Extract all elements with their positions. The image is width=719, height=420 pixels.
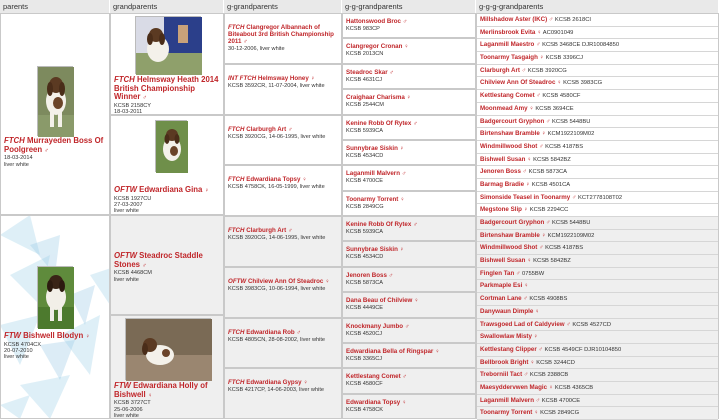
sex-symbol: ♂ [521, 67, 527, 74]
sex-symbol: ♂ [545, 118, 551, 125]
g-grandparent-name[interactable]: INT FTCH Helmsway Honey ♀ [228, 74, 316, 82]
sex-symbol: ♀ [525, 181, 531, 188]
parent-sire-name[interactable]: FTCH Murrayeden Boss Of Poolgreen ♂ [4, 136, 104, 154]
parent-dam-date: 20-07-2010 [4, 348, 33, 354]
gg-grandparent-cell[interactable] [342, 216, 476, 241]
gg-grandparent-cell[interactable] [342, 292, 476, 317]
ggg-grandparent-name[interactable]: Danywaun Dimple [480, 307, 534, 315]
sex-symbol: ♂ [538, 143, 544, 150]
sex-symbol: ♀ [548, 384, 554, 391]
ggg-grandparent-name[interactable]: Birtenshaw Bramble [480, 130, 540, 138]
g-grandparent-details: 30-12-2006, liver white [228, 46, 285, 52]
sex-symbol: ♂ [538, 346, 543, 353]
sex-symbol: ♂ [535, 397, 541, 404]
gg-grandparent-name[interactable]: Toonarmy Torrent ♀ [346, 195, 405, 203]
ggg-grandparent-reg: KCSB 2388CB [529, 372, 569, 379]
ggg-grandparent-name[interactable]: Bellbrook Bright [480, 358, 529, 366]
ggg-grandparent-name[interactable]: Cortman Lane [480, 295, 522, 303]
ggg-grandparent-row[interactable] [477, 217, 718, 230]
sex-symbol: ♀ [541, 232, 546, 239]
gg-grandparent-name[interactable]: Craighaar Charisma ♀ [346, 94, 412, 102]
grandparent-cell[interactable] [110, 215, 224, 315]
sex-symbol: ♀ [541, 131, 546, 138]
ggg-grandparent-row[interactable] [477, 14, 718, 27]
ggg-grandparent-row[interactable] [477, 116, 718, 129]
ggg-grandparent-reg: KCSB 5448BU [552, 220, 591, 226]
ggg-grandparent-row[interactable] [477, 306, 718, 319]
ggg-grandparent-reg: KCSB 2618CI [554, 17, 591, 23]
ggg-grandparent-row[interactable] [477, 128, 718, 141]
ggg-grandparent-reg: KCSB 3983CG [563, 80, 603, 87]
grandparent-reg: KCSB 3727CT [114, 400, 151, 407]
ggg-grandparent-reg: 0755BW [522, 270, 545, 277]
sex-symbol: ♂ [536, 93, 541, 100]
ggg-grandparent-name[interactable]: Birtenshaw Bramble [480, 231, 540, 239]
grandparent-date: 25-06-2006 [114, 406, 143, 413]
g-grandparent-name[interactable]: FTCH Clarburgh Art ♂ [228, 125, 293, 133]
g-grandparent-details: KCSB 3920CG, 14-06-1995, liver white [228, 235, 326, 241]
ggg-grandparent-row[interactable] [477, 179, 718, 192]
sex-symbol: ♂ [566, 321, 571, 328]
ggg-grandparent-row[interactable] [477, 52, 718, 65]
grandparent-date: 27-03-2007 [114, 202, 143, 208]
ggg-grandparent-name[interactable]: Millshadow Aster (IKC) [480, 16, 548, 23]
g-grandparent-name[interactable]: FTCH Edwardiana Gypsy ♀ [228, 379, 308, 387]
ggg-grandparent-reg: KCSB 4187BS [545, 245, 584, 252]
ggg-grandparent-name[interactable]: Simonside Teasel in Toonarmy [480, 193, 571, 201]
grandparent-cell[interactable] [110, 315, 224, 419]
header-grandparents: grandparents [110, 0, 224, 13]
ggg-grandparent-name[interactable]: Trawsgoed Lad of Caldyview [480, 320, 565, 328]
g-grandparent-cell[interactable] [224, 368, 342, 419]
sex-symbol: ♂ [523, 372, 529, 379]
sex-symbol: ♀ [534, 308, 540, 315]
ggg-grandparent-reg: KCSB 3920CG [527, 67, 567, 74]
g-grandparent-details: KCSB 3983CG, 10-06-1994, liver white [228, 285, 326, 292]
ggg-grandparent-row[interactable] [477, 293, 718, 306]
g-grandparent-details: KCSB 4805CN, 28-08-2002, liver white [228, 336, 326, 343]
ggg-grandparent-row[interactable] [477, 103, 718, 116]
g-grandparent-cell[interactable] [224, 165, 342, 216]
grandparent-color: liver white [114, 413, 139, 419]
ggg-grandparent-reg: KCSB 2849CG [540, 410, 580, 417]
gg-grandparent-reg: KCSB 5939CA [346, 127, 384, 134]
g-grandparent-details: KCSB 4758CK, 16-05-1999, liver white [228, 184, 325, 191]
g-grandparent-details: KCSB 3592CR, 11-07-2004, liver white [228, 82, 325, 89]
ggg-grandparent-reg: KCSB 4187BS [545, 143, 584, 150]
ggg-grandparent-name[interactable]: Swallowlaw Misty [480, 333, 532, 341]
sex-symbol: ♂ [571, 194, 577, 201]
grandparent-reg: KCSB 1927CU [114, 195, 152, 202]
header-g-grandparents: g-grandparents [224, 0, 342, 13]
ggg-grandparent-reg: AC0901049 [542, 29, 574, 36]
g-grandparent-cell[interactable] [224, 115, 342, 166]
grandparent-date: 18-03-2011 [114, 109, 143, 116]
gg-grandparent-reg: KCSB 4580CF [346, 381, 383, 388]
gg-grandparent-cell[interactable] [342, 13, 476, 38]
ggg-grandparent-row[interactable] [477, 166, 718, 179]
gg-grandparent-reg: KCSB 5939CA [346, 229, 384, 235]
g-grandparent-details: KCSB 3920CG, 14-06-1995, liver white [228, 133, 326, 140]
ggg-grandparent-row[interactable] [477, 331, 718, 344]
ggg-grandparent-name[interactable]: Bishwell Susan [480, 257, 526, 265]
sex-symbol: ♀ [527, 156, 532, 163]
header-parents: parents [0, 0, 110, 13]
gg-grandparent-cell[interactable] [342, 165, 476, 190]
gg-grandparent-name[interactable]: Sunnybrae Siskin ♀ [346, 144, 405, 152]
gg-grandparent-cell[interactable] [342, 115, 476, 140]
ggg-grandparent-name[interactable]: Toonarmy Tasgaigh [480, 54, 538, 62]
ggg-grandparent-reg: KCSB 4365CB [554, 384, 594, 391]
ggg-grandparent-reg: KCT2778108T02 [577, 194, 623, 201]
ggg-grandparent-reg: KCSB 3396CJ [545, 55, 584, 62]
springer-spaniel-photo [37, 266, 73, 328]
sex-symbol: ♀ [534, 410, 539, 417]
grandparent-reg: KCSB 2158CY [114, 102, 152, 109]
gg-grandparent-name[interactable]: Sunnybrae Siskin ♀ [346, 246, 405, 254]
gg-grandparent-cell[interactable] [342, 191, 476, 216]
gg-grandparent-cell[interactable] [342, 38, 476, 63]
gg-grandparent-cell[interactable] [342, 368, 476, 393]
g-grandparent-cell[interactable] [224, 64, 342, 115]
ggg-grandparent-row[interactable] [477, 344, 718, 357]
ggg-grandparent-row[interactable] [477, 382, 718, 395]
grandparent-cell[interactable] [110, 13, 224, 115]
g-grandparent-name[interactable]: FTCH Clangregor Albannach of Biteabout 3rd British Championship 2011 ♂ [228, 24, 334, 45]
parent-sire-date: 18-03-2014 [4, 155, 33, 162]
ggg-grandparent-name[interactable]: Megstone Slip [480, 206, 522, 214]
ggg-grandparent-reg: KCSB 2294CC [529, 207, 569, 214]
sex-symbol: ♂ [545, 220, 551, 226]
ggg-grandparent-name[interactable]: Parkmaple Esi [480, 282, 523, 290]
gg-grandparent-reg: KCSB 2013CN [346, 51, 384, 58]
ggg-grandparent-row[interactable] [477, 255, 718, 268]
gg-grandparent-cell[interactable] [342, 267, 476, 292]
ggg-grandparent-reg: KCSB 5842BZ [533, 258, 571, 265]
sex-symbol: ♀ [529, 105, 534, 112]
ggg-grandparent-name[interactable]: Merlinsbrook Evita [480, 28, 536, 36]
ggg-grandparent-name[interactable]: Chilview Ann Of Steadroc [480, 79, 556, 87]
ggg-grandparent-name[interactable]: Barmag Bradie [480, 180, 525, 188]
g-grandparent-cell[interactable] [224, 216, 342, 267]
ggg-grandparent-row[interactable] [477, 204, 718, 217]
ggg-grandparent-reg: KCSB 3468CE DJR10084850 [542, 42, 620, 49]
ggg-grandparent-row[interactable] [477, 242, 718, 255]
sex-symbol: ♂ [522, 169, 528, 176]
sex-symbol: ♂ [535, 42, 541, 49]
ggg-grandparent-name[interactable]: Kettlestang Clipper [480, 345, 537, 353]
ggg-grandparent-name[interactable]: Windmillwood Shot [480, 244, 538, 252]
ggg-grandparent-row[interactable] [477, 280, 718, 293]
parent-dam-name[interactable]: FTW Bishwell Blodyn ♀ [4, 331, 90, 340]
ggg-grandparent-row[interactable] [477, 319, 718, 332]
gg-grandparent-name[interactable]: Jenoren Boss ♂ [346, 271, 394, 279]
gg-grandparent-name[interactable]: Dana Beau of Chilview ♀ [346, 297, 419, 305]
sex-symbol: ♀ [523, 283, 529, 290]
grandparent-name[interactable]: FTCH Helmsway Heath 2014 British Championship Winner ♂ [114, 75, 219, 102]
g-grandparent-name[interactable]: OFTW Chilview Ann Of Steadroc ♀ [228, 277, 330, 285]
gg-grandparent-reg: KCSB 3365CJ [346, 355, 383, 362]
sex-symbol: ♀ [533, 334, 539, 341]
ggg-grandparent-name[interactable]: Maesyddervwen Magic [480, 383, 548, 391]
g-grandparent-name[interactable]: FTCH Edwardiana Topsy ♀ [228, 176, 307, 184]
gg-grandparent-reg: KCSB 4520CJ [346, 330, 383, 337]
springer-spaniel-photo [125, 318, 211, 380]
sex-symbol: ♀ [527, 258, 532, 265]
gg-grandparent-reg: KCSB 5873CA [346, 279, 384, 286]
parent-dam-cell[interactable] [0, 215, 110, 419]
ggg-grandparent-name[interactable]: Laganmill Maestro [480, 41, 535, 49]
grandparent-name[interactable]: FTW Edwardiana Holly of Bishwell ♀ [114, 381, 208, 399]
gg-grandparent-reg: KCSB 4758CK [346, 406, 384, 413]
header-ggg-grandparents: g-g-g-grandparents [476, 0, 719, 13]
ggg-grandparent-row[interactable] [477, 369, 718, 382]
gg-grandparent-name[interactable]: Kettlestang Comet ♂ [346, 373, 407, 381]
ggg-grandparent-row[interactable] [477, 268, 718, 281]
gg-grandparent-reg: KCSB 2849CG [346, 203, 384, 210]
gg-grandparent-name[interactable]: Laganmill Malvern ♂ [346, 170, 407, 178]
ggg-grandparent-name[interactable]: Clarburgh Art [480, 66, 520, 74]
ggg-grandparent-row[interactable] [477, 65, 718, 78]
gg-grandparent-cell[interactable] [342, 140, 476, 165]
sex-symbol: ♀ [539, 55, 544, 62]
gg-grandparent-reg: KCSB 4700CE [346, 178, 384, 185]
ggg-grandparent-row[interactable] [477, 357, 718, 370]
ggg-grandparent-row[interactable] [477, 39, 718, 52]
ggg-grandparent-reg: KCSB 4527CD [572, 321, 612, 328]
ggg-grandparent-name[interactable]: Treborniil Tact [480, 371, 523, 379]
ggg-grandparent-name[interactable]: Moonmead Amy [480, 104, 528, 112]
gg-grandparent-cell[interactable] [342, 241, 476, 266]
parent-dam-color: liver white [4, 354, 29, 361]
g-grandparent-cell[interactable] [224, 267, 342, 318]
g-grandparent-details: KCSB 4217CP, 14-06-2003, liver white [228, 387, 324, 394]
ggg-grandparent-name[interactable]: Finglen Tan [480, 269, 515, 277]
grandparent-color: liver white [114, 276, 139, 283]
ggg-grandparent-reg: KCSB 4700CE [541, 397, 581, 404]
ggg-grandparent-reg: KCSB 3244CD [536, 359, 575, 366]
ggg-grandparent-name[interactable]: Laganmill Malvern [480, 396, 534, 404]
g-grandparent-cell[interactable] [224, 13, 342, 64]
ggg-grandparent-reg: KCSB 5842BZ [533, 156, 571, 163]
sex-symbol: ♀ [523, 207, 529, 214]
sex-symbol: ♀ [536, 29, 542, 36]
dog-with-handler-photo [135, 16, 201, 74]
ggg-grandparent-row[interactable] [477, 27, 718, 40]
grandparent-color: liver white [114, 208, 139, 215]
sex-symbol: ♂ [548, 17, 554, 23]
header-gg-grandparents: g-g-grandparents [342, 0, 476, 13]
ggg-grandparent-row[interactable] [477, 90, 718, 103]
ggg-grandparent-name[interactable]: Windmillwood Shot [480, 142, 538, 150]
gg-grandparent-name[interactable]: Knockmany Jumbo ♂ [346, 322, 410, 330]
grandparent-reg: KCSB 4468CM [114, 270, 152, 277]
ggg-grandparent-row[interactable] [477, 154, 718, 167]
ggg-grandparent-name[interactable]: Jenoren Boss [480, 168, 521, 176]
gg-grandparent-reg: KCSB 4534CD [346, 254, 384, 261]
ggg-grandparent-reg: KCM1922109M02 [547, 232, 595, 239]
ggg-grandparent-reg: KCSB 3694CE [535, 105, 574, 112]
gg-grandparent-name[interactable]: Kenine Robb Of Rytex ♂ [346, 221, 418, 228]
ggg-grandparent-name[interactable]: Badgercourt Gryphon [480, 117, 545, 125]
gg-grandparent-name[interactable]: Edwardiana Bella of Ringspar ♀ [346, 347, 440, 355]
gg-grandparent-name[interactable]: Hattonswood Broc ♂ [346, 18, 408, 25]
ggg-grandparent-reg: KCSB 5448BU [552, 118, 591, 125]
gg-grandparent-reg: KCSB 983CP [346, 26, 380, 32]
g-grandparent-cell[interactable] [224, 318, 342, 369]
grandparent-name[interactable]: OFTW Steadroc Staddle Stones ♂ [114, 251, 203, 269]
gg-grandparent-cell[interactable] [342, 89, 476, 114]
g-grandparent-name[interactable]: FTCH Clarburgh Art ♂ [228, 227, 293, 234]
ggg-grandparent-name[interactable]: Toonarmy Torrent [480, 409, 533, 417]
ggg-grandparent-reg: KCSB 4908BS [529, 296, 568, 303]
sex-symbol: ♂ [523, 296, 528, 303]
ggg-grandparent-reg: KCSB 4501CA [531, 181, 571, 188]
grandparent-cell[interactable] [110, 115, 224, 215]
ggg-grandparent-row[interactable] [477, 395, 718, 408]
gg-grandparent-cell[interactable] [342, 343, 476, 368]
ggg-grandparent-name[interactable]: Bishwell Susan [480, 155, 526, 163]
parent-sire-cell[interactable] [0, 13, 110, 215]
gg-grandparent-reg: KCSB 2544CM [346, 102, 384, 109]
gg-grandparent-name[interactable]: Steadroc Skar ♂ [346, 68, 394, 76]
ggg-grandparent-row[interactable] [477, 141, 718, 154]
ggg-grandparent-row[interactable] [477, 192, 718, 205]
parent-dam-reg: KCSB 4704CX [4, 341, 42, 348]
sex-symbol: ♀ [530, 359, 535, 366]
parent-sire-color: liver white [4, 161, 29, 168]
ggg-grandparent-row[interactable] [477, 77, 718, 90]
ggg-grandparent-row[interactable] [477, 230, 718, 243]
ggg-grandparent-reg: KCSB 4580CF [542, 93, 581, 100]
gg-grandparent-cell[interactable] [342, 394, 476, 419]
g-grandparent-name[interactable]: FTCH Edwardiana Rob ♂ [228, 328, 301, 336]
gg-grandparent-cell[interactable] [342, 64, 476, 89]
ggg-grandparent-column [476, 13, 719, 419]
ggg-grandparent-row[interactable] [477, 407, 718, 420]
ggg-grandparent-name[interactable]: Badgercourt Gryphon [480, 219, 545, 226]
springer-spaniel-photo [37, 66, 73, 136]
gg-grandparent-reg: KCSB 4631CJ [346, 76, 383, 83]
sex-symbol: ♂ [538, 245, 544, 252]
ggg-grandparent-reg: KCSB 4549CF DJR10104850 [544, 346, 622, 353]
sex-symbol: ♂ [515, 270, 521, 277]
gg-grandparent-name[interactable]: Clangregor Cronan ♀ [346, 43, 409, 51]
springer-spaniel-photo [155, 120, 187, 172]
gg-grandparent-reg: KCSB 4534CD [346, 152, 384, 159]
grandparent-name[interactable]: OFTW Edwardiana Gina ♀ [114, 185, 210, 194]
ggg-grandparent-name[interactable]: Kettlestang Comet [480, 92, 535, 100]
ggg-grandparent-reg: KCM1922109M02 [547, 131, 595, 138]
ggg-grandparent-reg: KCSB 5873CA [528, 169, 568, 176]
sex-symbol: ♀ [557, 80, 562, 87]
gg-grandparent-name[interactable]: Edwardiana Topsy ♀ [346, 398, 407, 406]
gg-grandparent-cell[interactable] [342, 318, 476, 343]
gg-grandparent-name[interactable]: Kenine Robb Of Rytex ♂ [346, 119, 418, 127]
gg-grandparent-reg: KCSB 4449CE [346, 305, 384, 312]
